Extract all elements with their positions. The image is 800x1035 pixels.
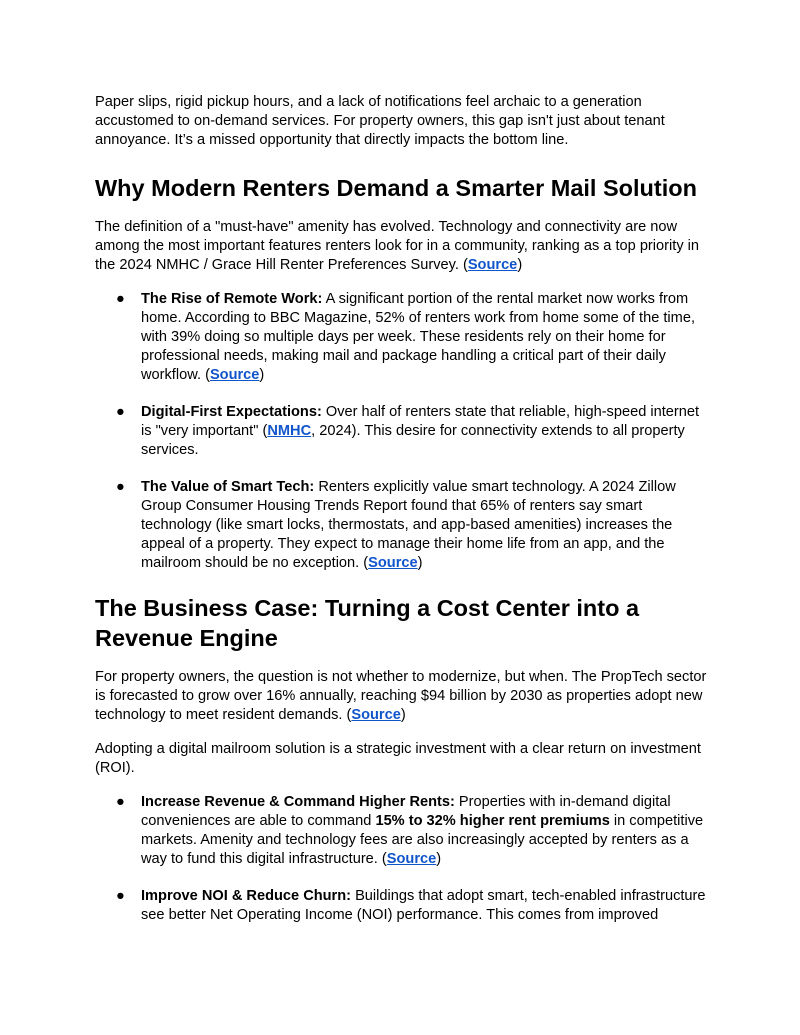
section-heading-renters: Why Modern Renters Demand a Smarter Mail Solution <box>95 175 697 201</box>
bullet-text: Properties with in-demand digital conveniences are able to command <box>141 794 671 829</box>
bullet-icon: ● <box>116 291 125 307</box>
list-item <box>95 887 710 925</box>
proptech-paragraph <box>95 668 710 725</box>
definition-paragraph <box>95 218 710 275</box>
bullet-end: ) <box>259 367 265 383</box>
proptech-text: For property owners, the question is not whether to modernize, but when. The PropTech sector is forecasted to grow over 16% annually, reaching $94 billion by 2030 as properties adopt new technology to meet resident demands. ( <box>95 669 707 723</box>
list-item <box>95 290 710 385</box>
definition-text: The definition of a "must-have" amenity has evolved. Technology and connectivity are now among the most important features renters look for in a community, ranking as a top priority in the 2024 NMHC / Grace Hill Renter Preferences Survey. ( <box>95 219 700 273</box>
bullet-title: The Rise of Remote Work: <box>141 291 323 307</box>
bullet-icon: ● <box>116 888 125 904</box>
source-link[interactable]: Source <box>351 707 401 723</box>
renters-bullet-list <box>95 290 710 573</box>
bullet-end: ) <box>436 851 442 867</box>
list-item <box>95 478 710 573</box>
bullet-icon: ● <box>116 794 125 810</box>
paren-close: ) <box>517 257 523 273</box>
bullet-text: Renters explicitly value smart technology. A 2024 Zillow Group Consumer Housing Trends Report found that 65% of renters say smart technology (like smart locks, thermostats, and app-based amenities) increases the appeal of a property. They expect to manage their home life from an app, and the mailroom should be no exception. ( <box>141 479 676 571</box>
bullet-title: Digital-First Expectations: <box>141 404 322 420</box>
section-heading-business-case: The Business Case: Turning a Cost Center into a Revenue Engine <box>95 595 640 651</box>
source-link[interactable]: Source <box>386 851 437 867</box>
source-link[interactable]: Source <box>209 367 260 383</box>
bullet-text: Buildings that adopt smart, tech-enabled infrastructure see better Net Operating Income (NOI) performance. This comes from improved <box>141 888 706 923</box>
business-bullet-list <box>95 793 710 925</box>
bullet-icon: ● <box>116 479 125 495</box>
intro-paragraph: Paper slips, rigid pickup hours, and a lack of notifications feel archaic to a generation accustomed to on-demand services. For property owners, this gap isn't just about tenant annoyance. It’s a missed opportunity that directly impacts the bottom line. <box>95 94 665 148</box>
bullet-text: A significant portion of the rental market now works from home. According to BBC Magazine, 52% of renters work from home some of the time, with 39% doing so multiple days per week. These residents rely on their home for professional needs, making mail and package handling a critical part of their daily workflow. ( <box>141 291 695 383</box>
bullet-title: Improve NOI & Reduce Churn: <box>141 888 352 904</box>
source-link[interactable]: Source <box>368 555 418 571</box>
source-link[interactable]: Source <box>467 257 518 273</box>
bullet-text: in competitive markets. Amenity and technology fees are also increasingly accepted by renters as a way to fund this digital infrastructure. ( <box>141 813 704 867</box>
document-page <box>95 93 710 925</box>
bullet-title: The Value of Smart Tech: <box>141 479 315 495</box>
bullet-title: Increase Revenue & Command Higher Rents: <box>141 794 455 810</box>
bullet-end: , 2024). This desire for connectivity extends to all property services. <box>141 423 685 458</box>
list-item <box>95 793 710 869</box>
bullet-end: ) <box>417 555 423 571</box>
bullet-text: Over half of renters state that reliable, high-speed internet is "very important" ( <box>141 404 700 439</box>
list-item <box>95 403 710 460</box>
rent-premium-highlight: 15% to 32% higher rent premiums <box>375 813 610 829</box>
paren-close: ) <box>400 707 406 723</box>
nmhc-link[interactable]: NMHC <box>267 423 312 439</box>
adopting-paragraph: Adopting a digital mailroom solution is a strategic investment with a clear return on investment (ROI). <box>95 741 701 776</box>
bullet-icon: ● <box>116 404 125 420</box>
